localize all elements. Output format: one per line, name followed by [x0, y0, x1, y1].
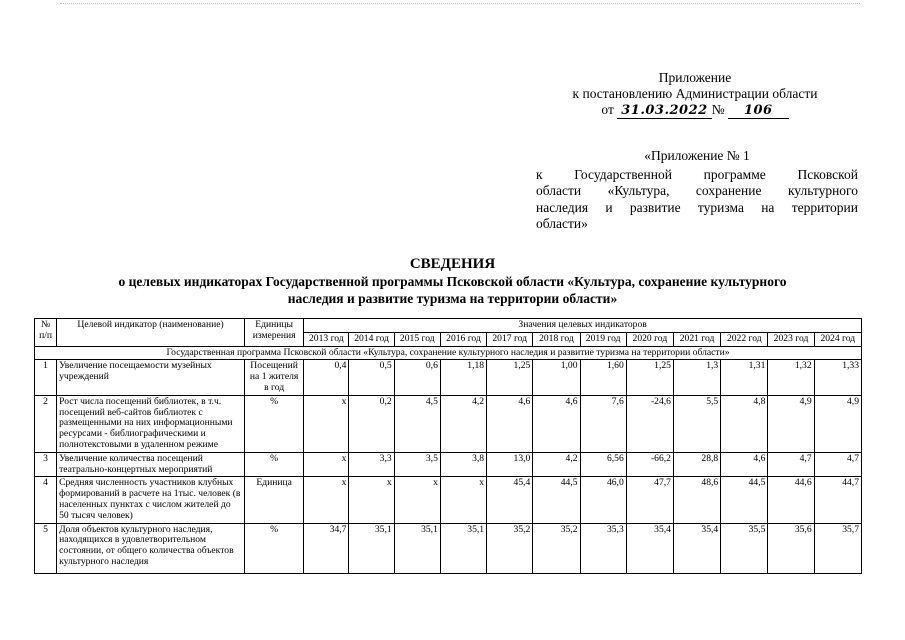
table-row: [35, 452, 862, 477]
value-cell: х: [304, 477, 349, 523]
value-cell: 4,7: [768, 452, 814, 477]
table-row: [35, 360, 862, 395]
year-header: 2014 год: [349, 332, 394, 346]
year-header: 2018 год: [533, 332, 580, 346]
row-number: 3: [35, 452, 57, 477]
year-header: 2016 год: [440, 332, 486, 346]
unit-cell: %: [244, 523, 303, 573]
appendix-decree: к постановлению Администрации области: [572, 86, 818, 101]
value-cell: 0,6: [394, 360, 440, 395]
year-header: 2013 год: [304, 332, 349, 346]
header-num: № п/п: [35, 319, 57, 347]
value-cell: 28,8: [673, 452, 720, 477]
year-header: 2020 год: [626, 332, 673, 346]
heading-subtitle-1: о целевых индикаторах Государственной программы Псковской области «Культура, сохранение культурного: [118, 274, 787, 289]
value-cell: 1,00: [533, 360, 580, 395]
row-number: 5: [35, 523, 57, 573]
value-cell: 4,2: [533, 452, 580, 477]
date-prefix: от: [601, 102, 614, 117]
value-cell: 0,2: [349, 395, 394, 452]
year-header: 2019 год: [580, 332, 626, 346]
value-cell: 34,7: [304, 523, 349, 573]
year-header: 2017 год: [487, 332, 533, 346]
indicator-name: Рост числа посещений библиотек, в т.ч. посещений веб-сайтов библиотек с размещенными на них информационными ресурсами - библиографическими и полнотекстовыми в удаленном режиме: [57, 395, 245, 452]
scan-artifact-line: [60, 3, 860, 5]
value-cell: 3,5: [394, 452, 440, 477]
unit-cell: Единица: [244, 477, 303, 523]
indicator-name: Увеличение посещаемости музейных учреждений: [57, 360, 245, 395]
value-cell: 44,5: [533, 477, 580, 523]
value-cell: 35,5: [721, 523, 768, 573]
value-cell: 35,4: [673, 523, 720, 573]
value-cell: 0,5: [349, 360, 394, 395]
value-cell: 35,1: [440, 523, 486, 573]
appendix-title: Приложение: [658, 70, 732, 85]
value-cell: х: [394, 477, 440, 523]
indicator-name: Доля объектов культурного наследия, находящихся в удовлетворительном состоянии, от общего количества объектов культурного наследия: [57, 523, 245, 573]
value-cell: 3,8: [440, 452, 486, 477]
value-cell: 35,2: [533, 523, 580, 573]
header-values: Значения целевых индикаторов: [304, 319, 862, 333]
document-heading: [40, 255, 865, 307]
appendix1-line: области»: [536, 216, 588, 231]
value-cell: х: [349, 477, 394, 523]
value-cell: 1,31: [721, 360, 768, 395]
value-cell: 1,25: [626, 360, 673, 395]
table-header-row: [35, 319, 862, 333]
value-cell: 1,3: [673, 360, 720, 395]
value-cell: 35,6: [768, 523, 814, 573]
value-cell: -24,6: [626, 395, 673, 452]
value-cell: 1,33: [814, 360, 861, 395]
value-cell: 13,0: [487, 452, 533, 477]
heading-subtitle-2: наследия и развитие туризма на территории области»: [287, 291, 618, 306]
value-cell: х: [304, 452, 349, 477]
value-cell: 1,32: [768, 360, 814, 395]
row-number: 2: [35, 395, 57, 452]
value-cell: 3,3: [349, 452, 394, 477]
indicator-name: Средняя численность участников клубных формирований в расчете на 1тыс. человек (в населенных пунктах с числом жителей до 50 тысяч человек): [57, 477, 245, 523]
value-cell: 45,4: [487, 477, 533, 523]
appendix1-title: «Приложение № 1: [644, 148, 750, 163]
header-unit: Единицы измерения: [244, 319, 303, 347]
value-cell: 1,60: [580, 360, 626, 395]
unit-cell: %: [244, 452, 303, 477]
table-row: [35, 477, 862, 523]
appendix-date-line: [545, 102, 845, 119]
value-cell: 44,5: [721, 477, 768, 523]
value-cell: 35,4: [626, 523, 673, 573]
year-header: 2021 год: [673, 332, 720, 346]
table-row: [35, 395, 862, 452]
appendix1-line: к Государственной программе Псковской: [536, 166, 858, 182]
value-cell: 35,1: [349, 523, 394, 573]
heading-title: СВЕДЕНИЯ: [409, 256, 496, 272]
value-cell: 4,7: [814, 452, 861, 477]
value-cell: 4,6: [721, 452, 768, 477]
appendix1-block: [536, 148, 858, 233]
appendix-block: [545, 70, 845, 119]
value-cell: х: [304, 395, 349, 452]
handwritten-number: 106: [728, 103, 789, 119]
year-header: 2015 год: [394, 332, 440, 346]
year-header: 2024 год: [814, 332, 861, 346]
program-title: Государственная программа Псковской области «Культура, сохранение культурного наследия и развитие туризма на территории области»: [35, 346, 862, 360]
header-indicator: Целевой индикатор (наименование): [57, 319, 245, 347]
value-cell: 35,1: [394, 523, 440, 573]
unit-cell: Посещений на 1 жителя в год: [244, 360, 303, 395]
appendix1-line: наследия и развитие туризма на территории: [536, 199, 858, 215]
value-cell: 44,6: [768, 477, 814, 523]
value-cell: 35,7: [814, 523, 861, 573]
value-cell: 4,5: [394, 395, 440, 452]
program-row: [35, 346, 862, 360]
value-cell: х: [440, 477, 486, 523]
indicators-table: [34, 318, 862, 574]
unit-cell: %: [244, 395, 303, 452]
handwritten-date: 31.03.2022: [617, 103, 711, 119]
value-cell: 1,25: [487, 360, 533, 395]
value-cell: -66,2: [626, 452, 673, 477]
value-cell: 35,2: [487, 523, 533, 573]
table-row: [35, 523, 862, 573]
number-prefix: №: [711, 102, 725, 117]
value-cell: 44,7: [814, 477, 861, 523]
value-cell: 6,56: [580, 452, 626, 477]
value-cell: 0,4: [304, 360, 349, 395]
value-cell: 4,9: [814, 395, 861, 452]
value-cell: 1,18: [440, 360, 486, 395]
value-cell: 35,3: [580, 523, 626, 573]
row-number: 4: [35, 477, 57, 523]
value-cell: 4,8: [721, 395, 768, 452]
row-number: 1: [35, 360, 57, 395]
value-cell: 4,2: [440, 395, 486, 452]
year-header: 2023 год: [768, 332, 814, 346]
value-cell: 4,6: [487, 395, 533, 452]
indicator-name: Увеличение количества посещений театрально-концертных мероприятий: [57, 452, 245, 477]
value-cell: 48,6: [673, 477, 720, 523]
year-header: 2022 год: [721, 332, 768, 346]
appendix1-line: области «Культура, сохранение культурного: [536, 183, 858, 198]
value-cell: 4,6: [533, 395, 580, 452]
value-cell: 5,5: [673, 395, 720, 452]
value-cell: 47,7: [626, 477, 673, 523]
value-cell: 7,6: [580, 395, 626, 452]
value-cell: 46,0: [580, 477, 626, 523]
value-cell: 4,9: [768, 395, 814, 452]
